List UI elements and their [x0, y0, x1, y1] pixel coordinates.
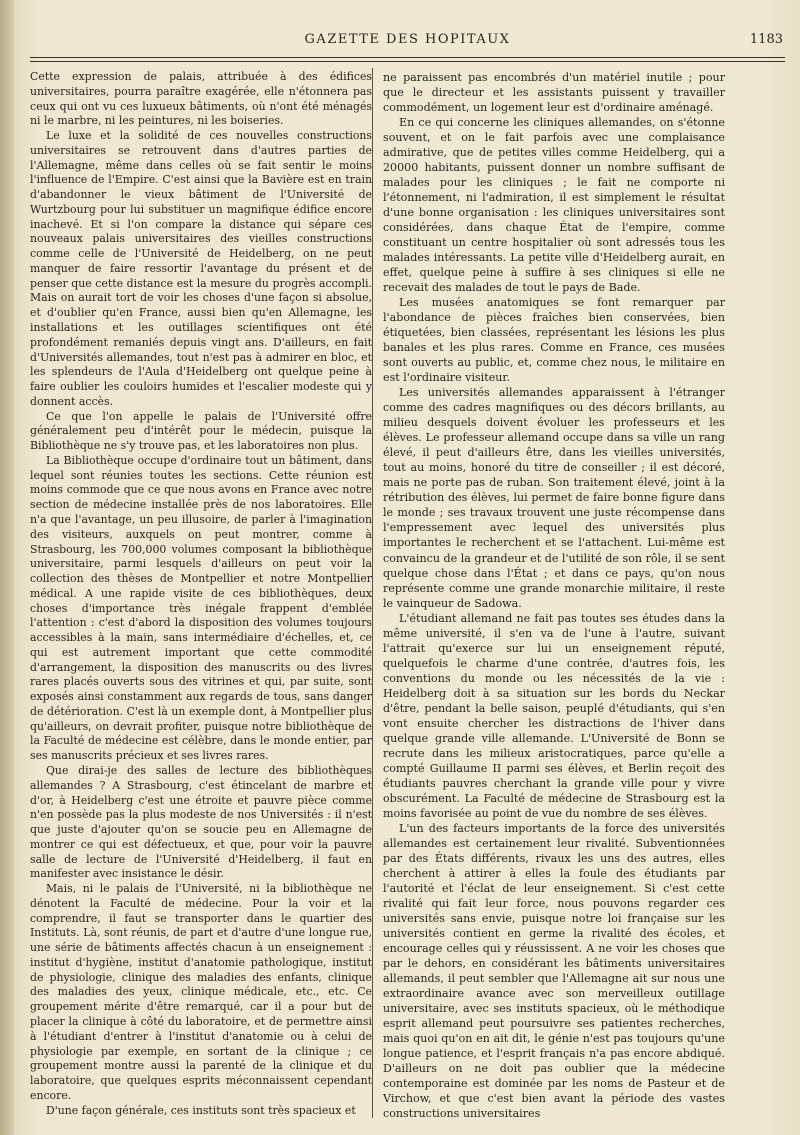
- right-column: [383, 70, 725, 1121]
- paragraph: Cette expression de palais, attribuée à des édifices universitaires, pourra paraître exagérée, elle n'étonnera pas ceux qui ont vu ces luxueux bâtiments, où n'ont été ménagés ni le marbre, ni les peintures, ni les boiseries.: [30, 70, 372, 128]
- paragraph: Les musées anatomiques se font remarquer par l'abondance de pièces fraîches bien conservées, bien étiquetées, bien classées, représentant les lésions les plus banales et les plus rares. Comme en France, ces musées sont ouverts au public, et, comme chez nous, le militaire en est l'ordinaire visiteur.: [383, 296, 725, 385]
- paragraph: Que dirai-je des salles de lecture des bibliothèques allemandes ? A Strasbourg, c'est étincelant de marbre et d'or, à Heidelberg c'est une étroite et pauvre pièce comme n'en possède pas la plus modeste de nos Universités : il n'est que juste d'ajouter qu'on se soucie peu en Allemagne de montrer ce qui est défectueux, et que, pour voir la pauvre salle de lecture de l'Université d'Heidelberg, il faut en manifester avec insistance le désir.: [30, 763, 372, 881]
- column-divider: [372, 68, 373, 1118]
- left-column: [30, 70, 372, 1118]
- paragraph: Mais, ni le palais de l'Université, ni la bibliothèque ne dénotent la Faculté de médecine. Pour la voir et la comprendre, il faut se transporter dans le quartier des Instituts. Là, sont réunis, de part et d'autre d'une longue rue, une série de bâtiments affectés chacun à un enseignement : institut d'hygiène, institut d'anatomie pathologique, institut de physiologie, clinique des maladies des enfants, clinique des maladies des yeux, clinique médicale, etc., etc. Ce groupement mérite d'être remarqué, car il a pour but de placer la clinique à côté du laboratoire, et de permettre ainsi à l'étudiant d'entrer à l'institut d'anatomie ou à celui de physiologie par exemple, en sortant de la clinique ; ce groupement montre aussi la parenté de la clinique et du laboratoire, que quelques esprits méconnaissent cependant encore.: [30, 882, 372, 1102]
- page-number: 1183: [749, 32, 783, 47]
- running-title: GAZETTE DES HOPITAUX: [304, 32, 511, 47]
- paragraph: D'une façon générale, ces instituts sont très spacieux et: [46, 1103, 356, 1117]
- paragraph: Ce que l'on appelle le palais de l'Université offre généralement peu d'intérêt pour le médecin, puisque la Bibliothèque ne s'y trouve pas, et les laboratoires non plus.: [30, 409, 372, 453]
- header-rule-thin: [30, 61, 785, 62]
- paragraph: L'un des facteurs importants de la force des universités allemandes est certainement leur rivalité. Subventionnées par des États différents, rivaux les uns des autres, elles cherchent à attirer à elles la foule des étudiants par l'autorité et l'éclat de leur enseignement. Si c'est cette rivalité qui fait leur force, nous pouvons regarder ces universités sans envie, puisque notre loi française sur les universités contient en germe la rivalité des écoles, et encourage celles qui y réussissent. A ne voir les choses que par le dehors, en considérant les bâtiments universitaires allemands, il peut sembler que l'Allemagne ait sur nous une extraordinaire avance avec son merveilleux outillage universitaire, avec ses instituts spacieux, où le méthodique esprit allemand peut poursuivre ses patientes recherches, mais quoi qu'on en ait dit, le génie n'est pas toujours qu'une longue patience, et l'esprit français n'a pas encore abdiqué. D'ailleurs on ne doit pas oublier que la médecine contemporaine est dominée par les noms de Pasteur et de Virchow, et que c'est bien avant la période des vastes constructions universitaires: [383, 821, 725, 1121]
- page-spine: [0, 0, 14, 1135]
- header-rule: [30, 57, 785, 58]
- paragraph: Le luxe et la solidité de ces nouvelles constructions universitaires se retrouvent dans d'autres parties de l'Allemagne, même dans celles où se fait sentir le moins l'influence de l'Empire. C'est ainsi que la Bavière est en train d'abandonner le vieux bâtiment de l'Université de Wurtzbourg pour lui substituer un magnifique édifice encore inachevé. Et si l'on compare la distance qui sépare ces nouveaux palais universitaires des vieilles constructions comme celle de l'Université de Heidelberg, on ne peut manquer de faire ressortir l'avantage du présent et de penser que cette distance est la mesure du progrès accompli. Mais on aurait tort de voir les choses d'une façon si absolue, et d'oublier qu'en France, aussi bien qu'en Allemagne, les installations et les outillages scientifiques ont été profondément remaniés depuis vingt ans. D'ailleurs, en fait d'Universités allemandes, tout n'est pas à admirer en bloc, et les splendeurs de l'Aula d'Heidelberg ont quelque peine à faire oublier les couloirs humides et l'escalier modeste qui y donnent accès.: [30, 129, 372, 408]
- paragraph: L'étudiant allemand ne fait pas toutes ses études dans la même université, il s'en va de l'une à l'autre, suivant l'attrait qu'exerce sur lui un enseignement réputé, quelquefois le charme d'une contrée, d'autres fois, les conventions du monde ou les nécessités de la vie : Heidelberg doit à sa situation sur les bords du Neckar d'être, pendant la belle saison, peuplé d'étudiants, qui s'en vont ensuite chercher les distractions de l'hiver dans quelque grande ville allemande. L'Université de Bonn se recrute dans les milieux aristocratiques, parce qu'elle a compté Guillaume II parmi ses élèves, et Berlin reçoit des étudiants pauvres cherchant la grande ville pour y vivre obscurément. La Faculté de médecine de Strasbourg est la moins favorisée au point de vue du nombre de ses élèves.: [383, 611, 725, 820]
- paragraph: En ce qui concerne les cliniques allemandes, on s'étonne souvent, et on le fait parfois avec une complaisance admirative, que de petites villes comme Heidelberg, qui a 20000 habitants, puissent donner un nombre suffisant de malades pour les cliniques ; le fait ne comporte ni l'étonnement, ni l'admiration, il est simplement le résultat d'une bonne organisation : les cliniques universitaires sont considérées, dans chaque État de l'empire, comme constituant un centre hospitalier où sont adressés tous les malades intéressants. La petite ville d'Heidelberg aurait, en effet, quelque peine à suffire à ses cliniques si elle ne recevait des malades de tout le pays de Bade.: [383, 116, 725, 295]
- paragraph: Les universités allemandes apparaissent à l'étranger comme des cadres magnifiques ou des décors brillants, au milieu desquels doivent évoluer les professeurs et les élèves. Le professeur allemand occupe dans sa ville un rang élevé, il peut d'ailleurs être, dans les vieilles universités, tout au moins, honoré du titre de conseiller ; il est décoré, mais ne porte pas de ruban. Son traitement élevé, joint à la rétribution des élèves, lui permet de faire bonne figure dans le monde ; ses travaux trouvent une juste récompense dans l'empressement avec lequel des universités plus importantes le recherchent et se l'attachent. Lui-même est convaincu de la grandeur et de l'utilité de son rôle, il se sent quelque chose dans l'État ; et dans ce pays, qu'on nous représente comme une grande monarchie militaire, il reste le vainqueur de Sadowa.: [383, 386, 725, 610]
- page-header: [30, 30, 785, 52]
- paragraph: ne paraissent pas encombrés d'un matériel inutile ; pour que le directeur et les assistants puissent y travailler commodément, un logement leur est d'ordinaire aménagé.: [383, 71, 725, 115]
- paragraph: La Bibliothèque occupe d'ordinaire tout un bâtiment, dans lequel sont réunies toutes les sections. Cette réunion est moins commode que ce que nous avons en France avec notre section de médecine installée près de nos laboratoires. Elle n'a que l'avantage, un peu illusoire, de parler à l'imagination des visiteurs, auxquels on peut montrer, comme à Strasbourg, les 700,000 volumes composant la bibliothèque universitaire, parmi lesquels d'ailleurs on peut voir la collection des thèses de Montpellier et notre Montpellier médical. A une rapide visite de ces bibliothèques, deux choses d'importance très inégale frappent d'emblée l'attention : c'est d'abord la disposition des volumes toujours accessibles à la main, sans intermédiaire d'échelles, et, ce qui est autrement important que cette commodité d'arrangement, la disposition des manuscrits ou des livres rares placés ouverts sous des vitrines et qui, par suite, sont exposés ainsi constamment aux regards de tous, sans danger de détérioration. C'est là un exemple dont, à Montpellier plus qu'ailleurs, on devrait profiter, puisque notre bibliothèque de la Faculté de médecine est célèbre, dans le monde entier, par ses manuscrits précieux et ses livres rares.: [30, 453, 372, 763]
